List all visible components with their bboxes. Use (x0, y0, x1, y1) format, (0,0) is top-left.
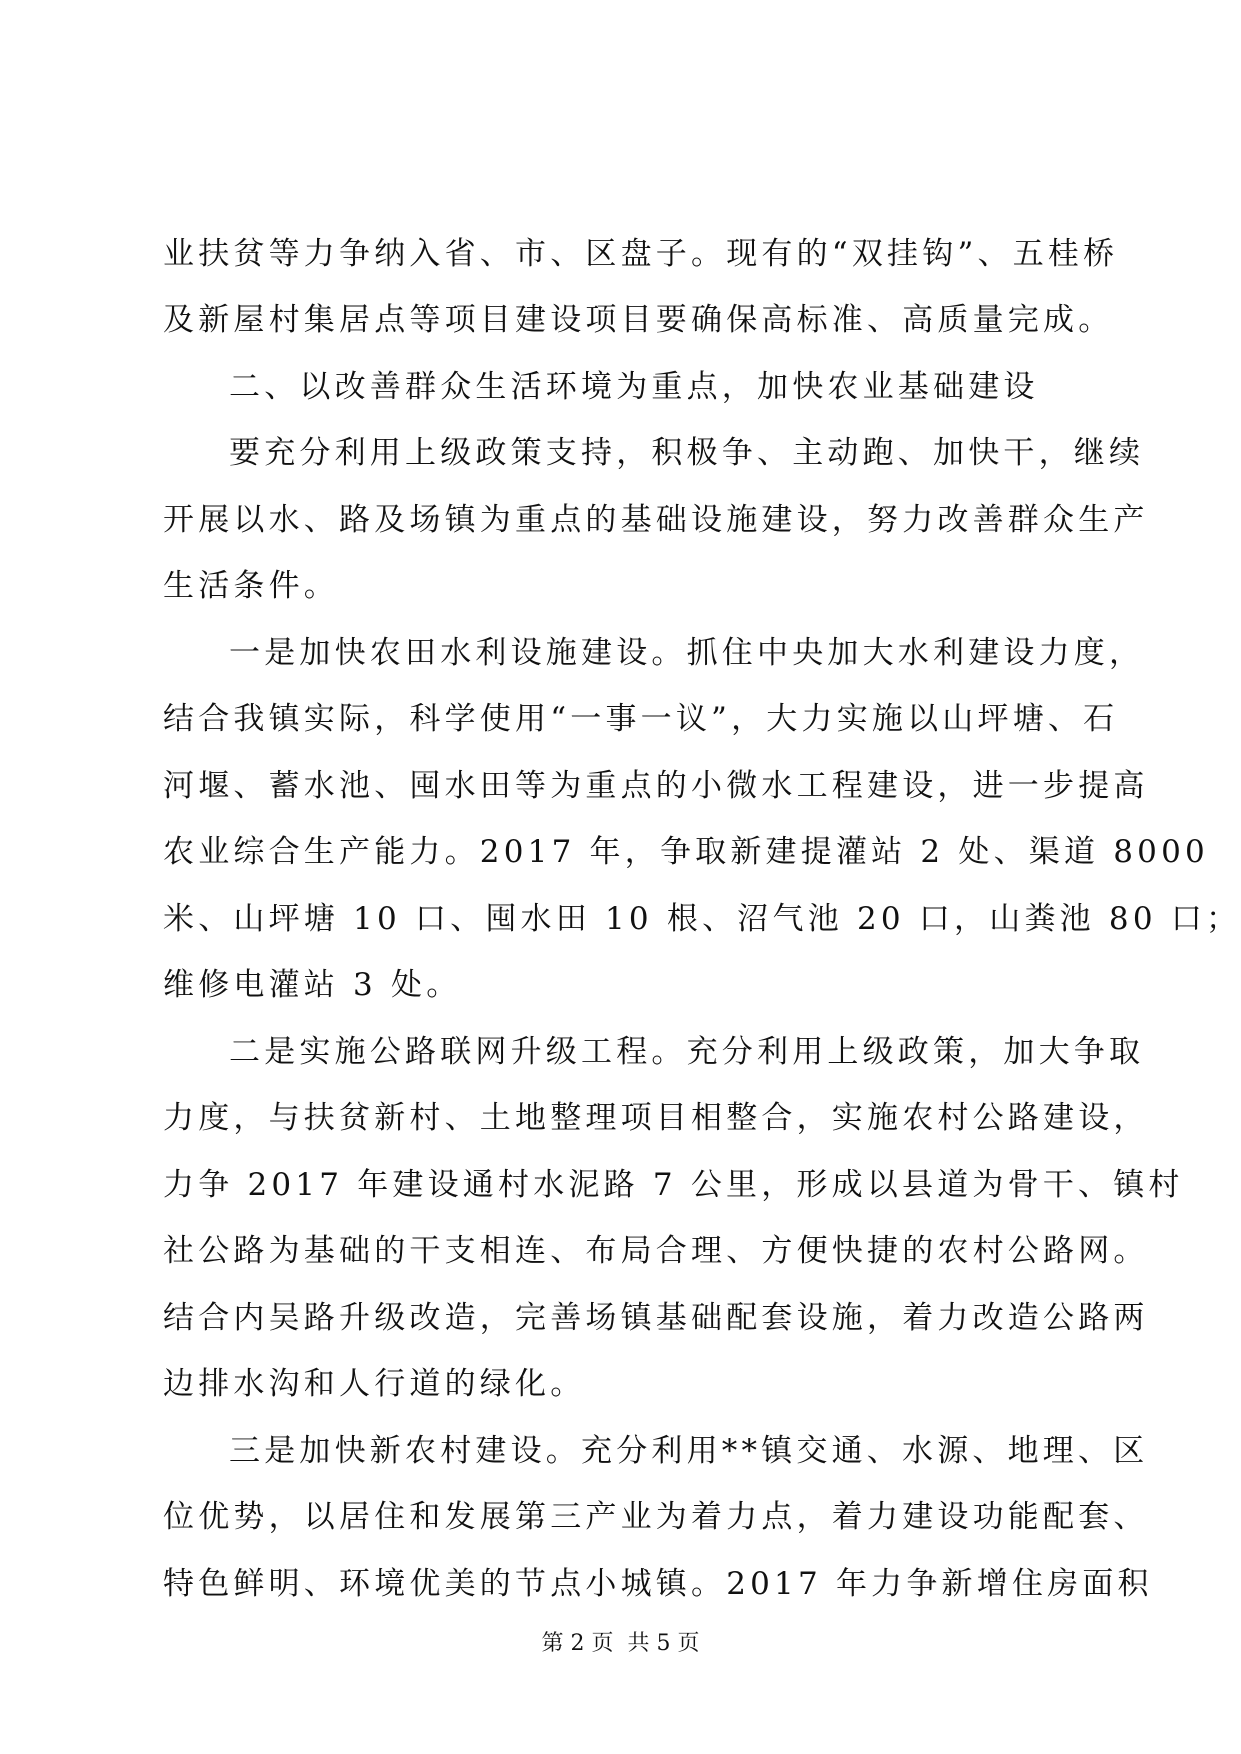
body-line: 力争 2017 年建设通村水泥路 7 公里，形成以县道为骨干、镇村 (163, 1167, 1184, 1203)
body-line: 结合我镇实际，科学使用“一事一议”，大力实施以山坪塘、石 (163, 701, 1119, 737)
body-line: 维修电灌站 3 处。 (163, 967, 462, 1003)
body-line: 一是加快农田水利设施建设。抓住中央加大水利建设力度， (229, 635, 1145, 671)
body-line: 要充分利用上级政策支持，积极争、主动跑、加快干，继续 (229, 435, 1145, 471)
body-line: 社公路为基础的干支相连、布局合理、方便快捷的农村公路网。 (163, 1233, 1149, 1269)
body-line: 边排水沟和人行道的绿化。 (163, 1366, 586, 1402)
body-line: 力度，与扶贫新村、土地整理项目相整合，实施农村公路建设， (163, 1100, 1149, 1136)
body-line: 生活条件。 (163, 568, 339, 604)
body-line: 农业综合生产能力。2017 年，争取新建提灌站 2 处、渠道 8000 (163, 834, 1209, 870)
page-number-footer: 第 2 页 共 5 页 (541, 1631, 700, 1656)
body-line: 业扶贫等力争纳入省、市、区盘子。现有的“双挂钩”、五桂桥 (163, 236, 1119, 272)
section-heading: 二、以改善群众生活环境为重点，加快农业基础建设 (229, 369, 1039, 405)
body-line: 及新屋村集居点等项目建设项目要确保高标准、高质量完成。 (163, 302, 1114, 338)
body-line: 位优势，以居住和发展第三产业为着力点，着力建设功能配套、 (163, 1499, 1149, 1535)
body-line: 开展以水、路及场镇为重点的基础设施建设，努力改善群众生产 (163, 502, 1149, 538)
body-line: 河堰、蓄水池、囤水田等为重点的小微水工程建设，进一步提高 (163, 768, 1149, 804)
body-line: 特色鲜明、环境优美的节点小城镇。2017 年力争新增住房面积 (163, 1566, 1153, 1602)
body-line: 二是实施公路联网升级工程。充分利用上级政策，加大争取 (229, 1034, 1145, 1070)
body-line: 三是加快新农村建设。充分利用**镇交通、水源、地理、区 (229, 1433, 1149, 1469)
body-line: 米、山坪塘 10 口、囤水田 10 根、沼气池 20 口，山粪池 80 口； (163, 901, 1241, 937)
body-line: 结合内吴路升级改造，完善场镇基础配套设施，着力改造公路两 (163, 1300, 1149, 1336)
